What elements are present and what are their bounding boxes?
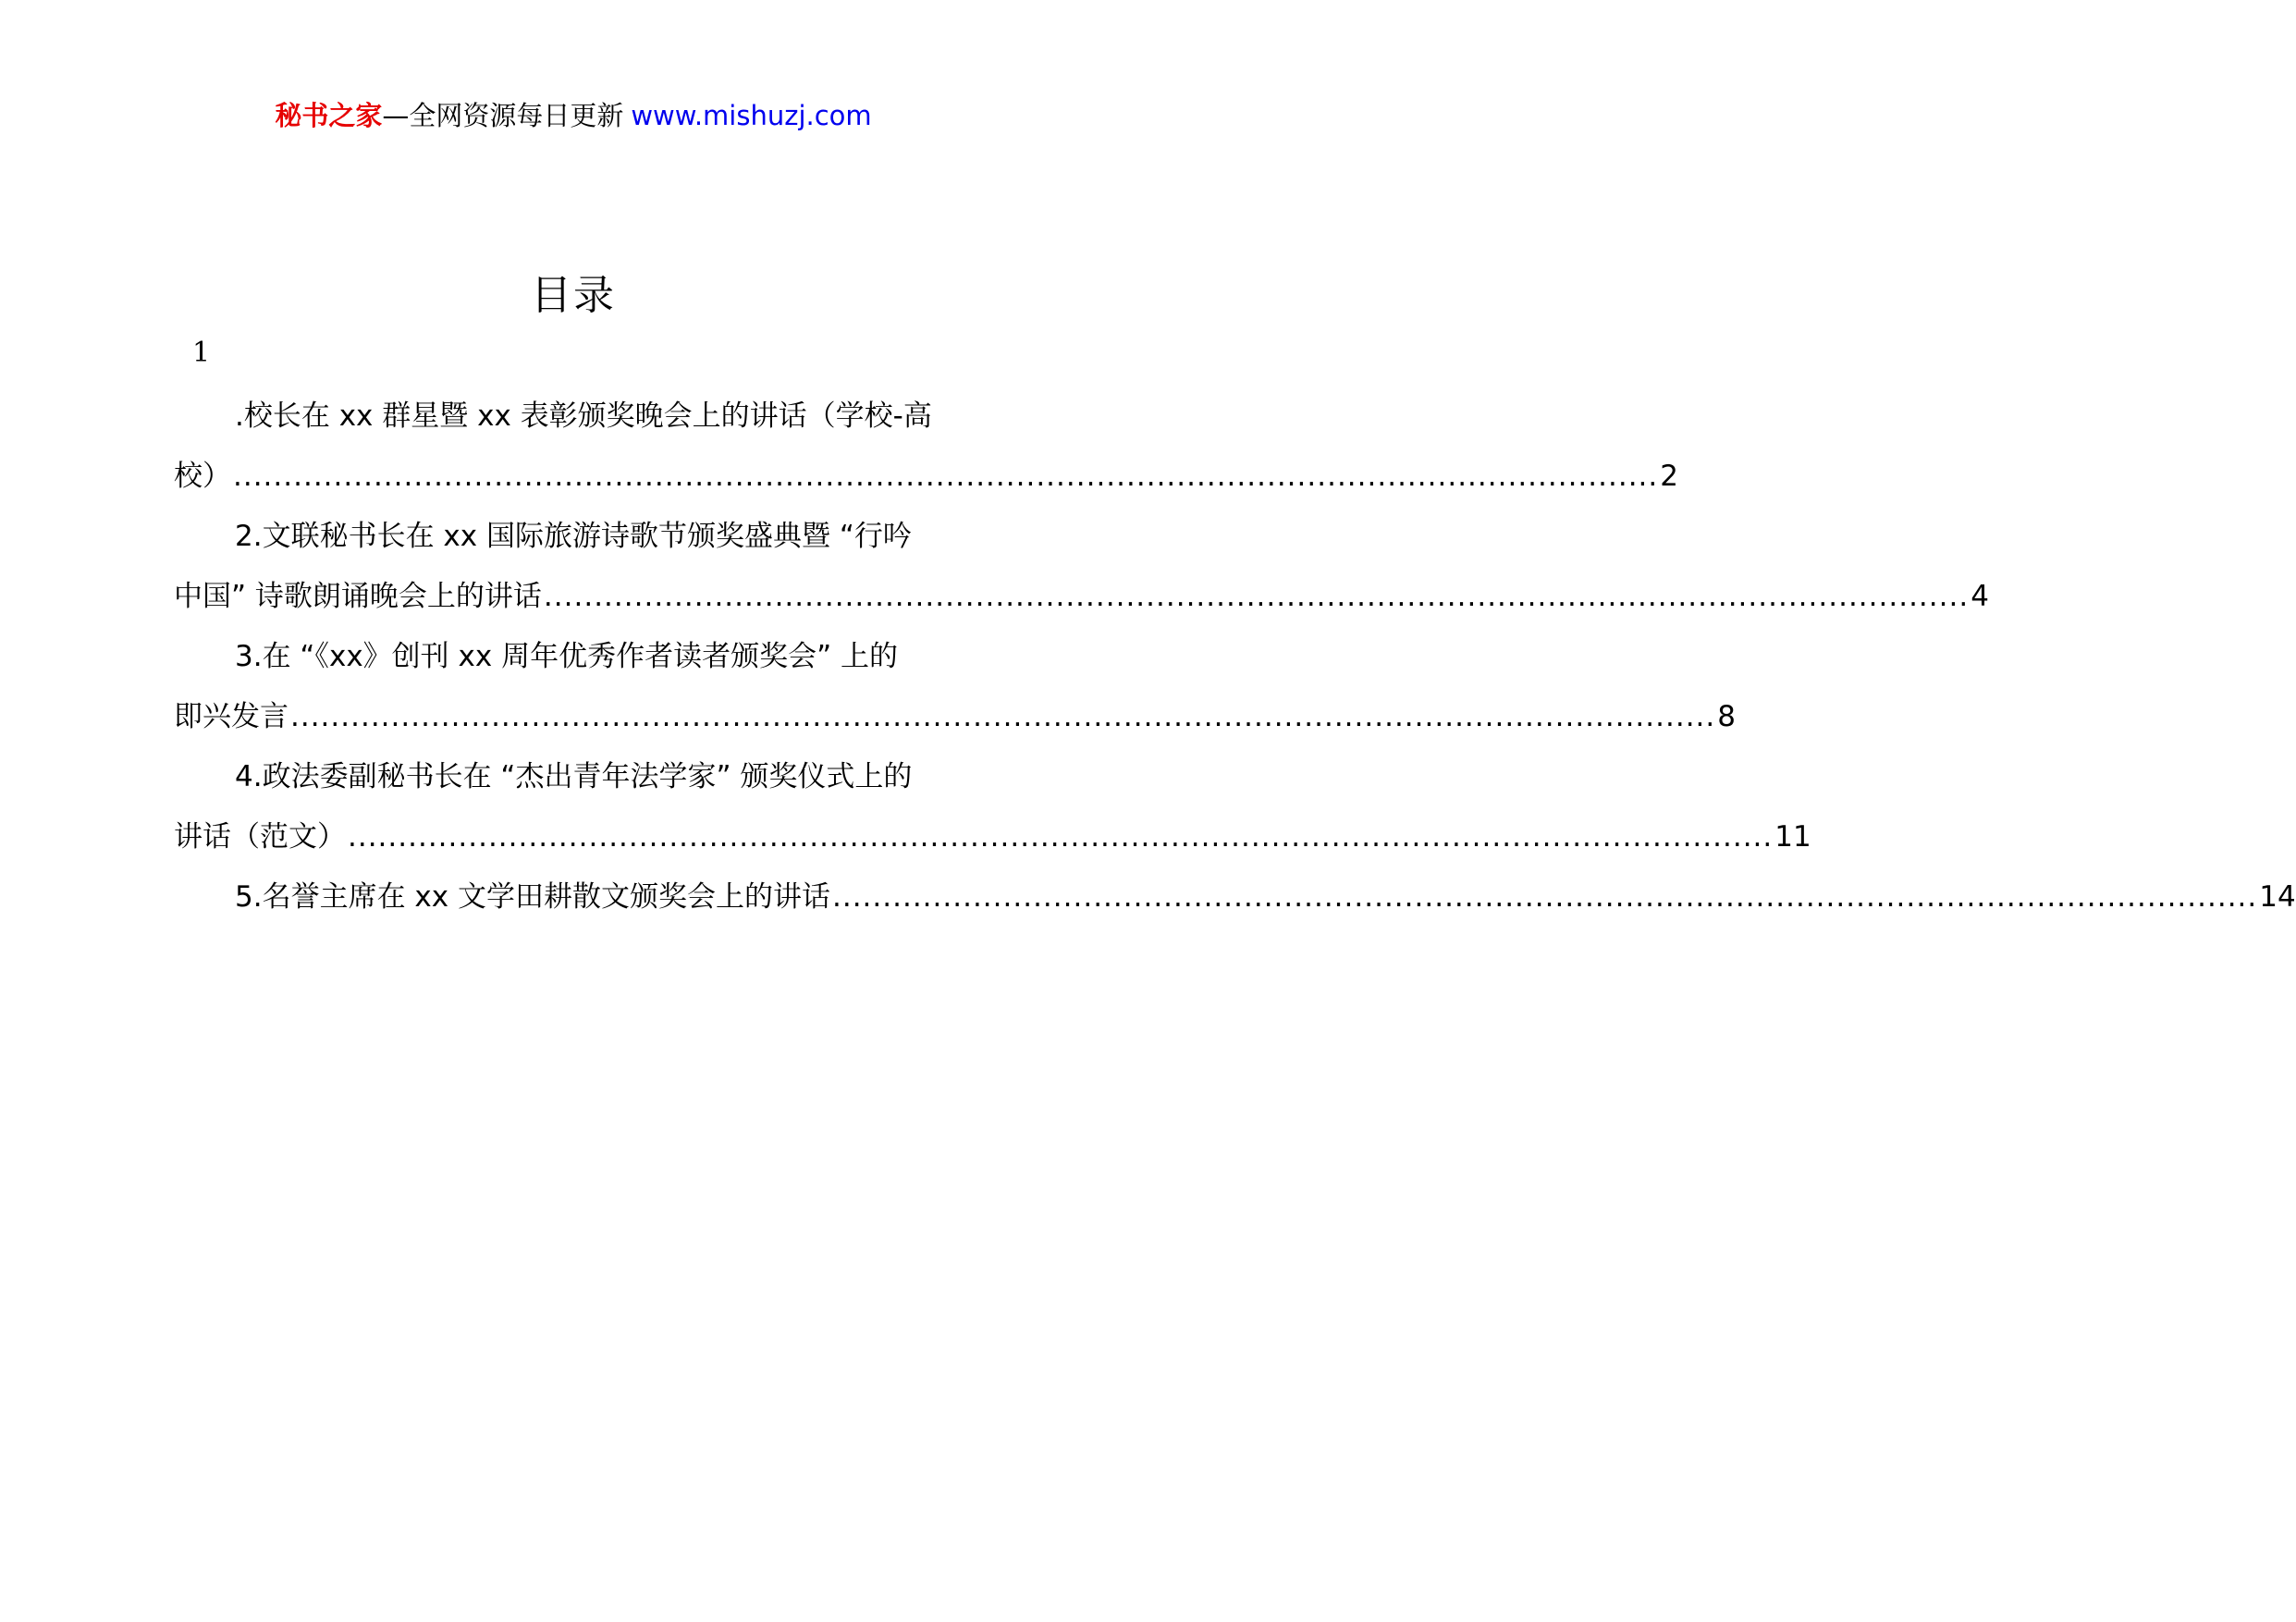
toc-entry-title-continued: 即兴发言 [174, 700, 289, 733]
toc-entry-5[interactable] [174, 867, 2296, 928]
toc-entry-4[interactable] [174, 747, 1811, 867]
toc-entry-final-line [174, 567, 1989, 627]
toc-leader-dots: .............................................................................................................................................. [290, 700, 1716, 733]
toc-entry-final-line [174, 867, 2296, 928]
toc-entry-title-continued: 讲话（范文） [174, 820, 346, 854]
toc-entry-title-line: .校长在 xx 群星暨 xx 表彰颁奖晚会上的讲话（学校-高 [235, 399, 932, 433]
toc-entry-final-line [174, 687, 1737, 747]
toc-leader-dots: .............................................................................................................................................. [543, 580, 1970, 613]
toc-entry-final-line [174, 807, 1811, 867]
toc-entry-title-continued: 校） [174, 460, 231, 493]
site-url-link[interactable]: www.mishuzj.com [631, 100, 872, 131]
toc-page-number: 14 [2259, 880, 2296, 914]
toc-leader-dots: .............................................................................................................................................. [233, 460, 1659, 493]
toc-page-number: 8 [1717, 700, 1737, 733]
toc-entry-3[interactable] [174, 627, 1737, 747]
toc-entry-title-line: 4.政法委副秘书长在 “杰出青年法学家” 颁奖仪式上的 [235, 760, 913, 793]
toc-page-number: 2 [1660, 460, 1679, 493]
table-of-contents [174, 387, 2296, 928]
toc-entry-title-line: 5.名誉主席在 xx 文学田耕散文颁奖会上的讲话 [235, 880, 830, 914]
toc-leader-dots: .............................................................................................................................................. [831, 880, 2258, 914]
site-header [0, 92, 1147, 139]
toc-page-number: 11 [1774, 820, 1811, 854]
toc-leader-dots: .............................................................................................................................................. [348, 820, 1774, 854]
toc-number-fragment: 1 [192, 337, 211, 369]
toc-entry-title-line: 2.文联秘书长在 xx 国际旅游诗歌节颁奖盛典暨 “行吟 [235, 520, 912, 553]
toc-entry-2[interactable] [174, 507, 1989, 627]
toc-title: 目录 [531, 272, 616, 319]
toc-entry-1[interactable] [174, 387, 1679, 507]
toc-entry-title-continued: 中国” 诗歌朗诵晚会上的讲话 [174, 580, 542, 613]
brand-name: 秘书之家 [275, 100, 383, 131]
toc-page-number: 4 [1971, 580, 1989, 613]
header-tagline: —全网资源每日更新 [382, 100, 624, 131]
toc-entry-title-line: 3.在 “《xx》创刊 xx 周年优秀作者读者颁奖会” 上的 [235, 640, 898, 673]
toc-entry-final-line [174, 447, 1679, 507]
